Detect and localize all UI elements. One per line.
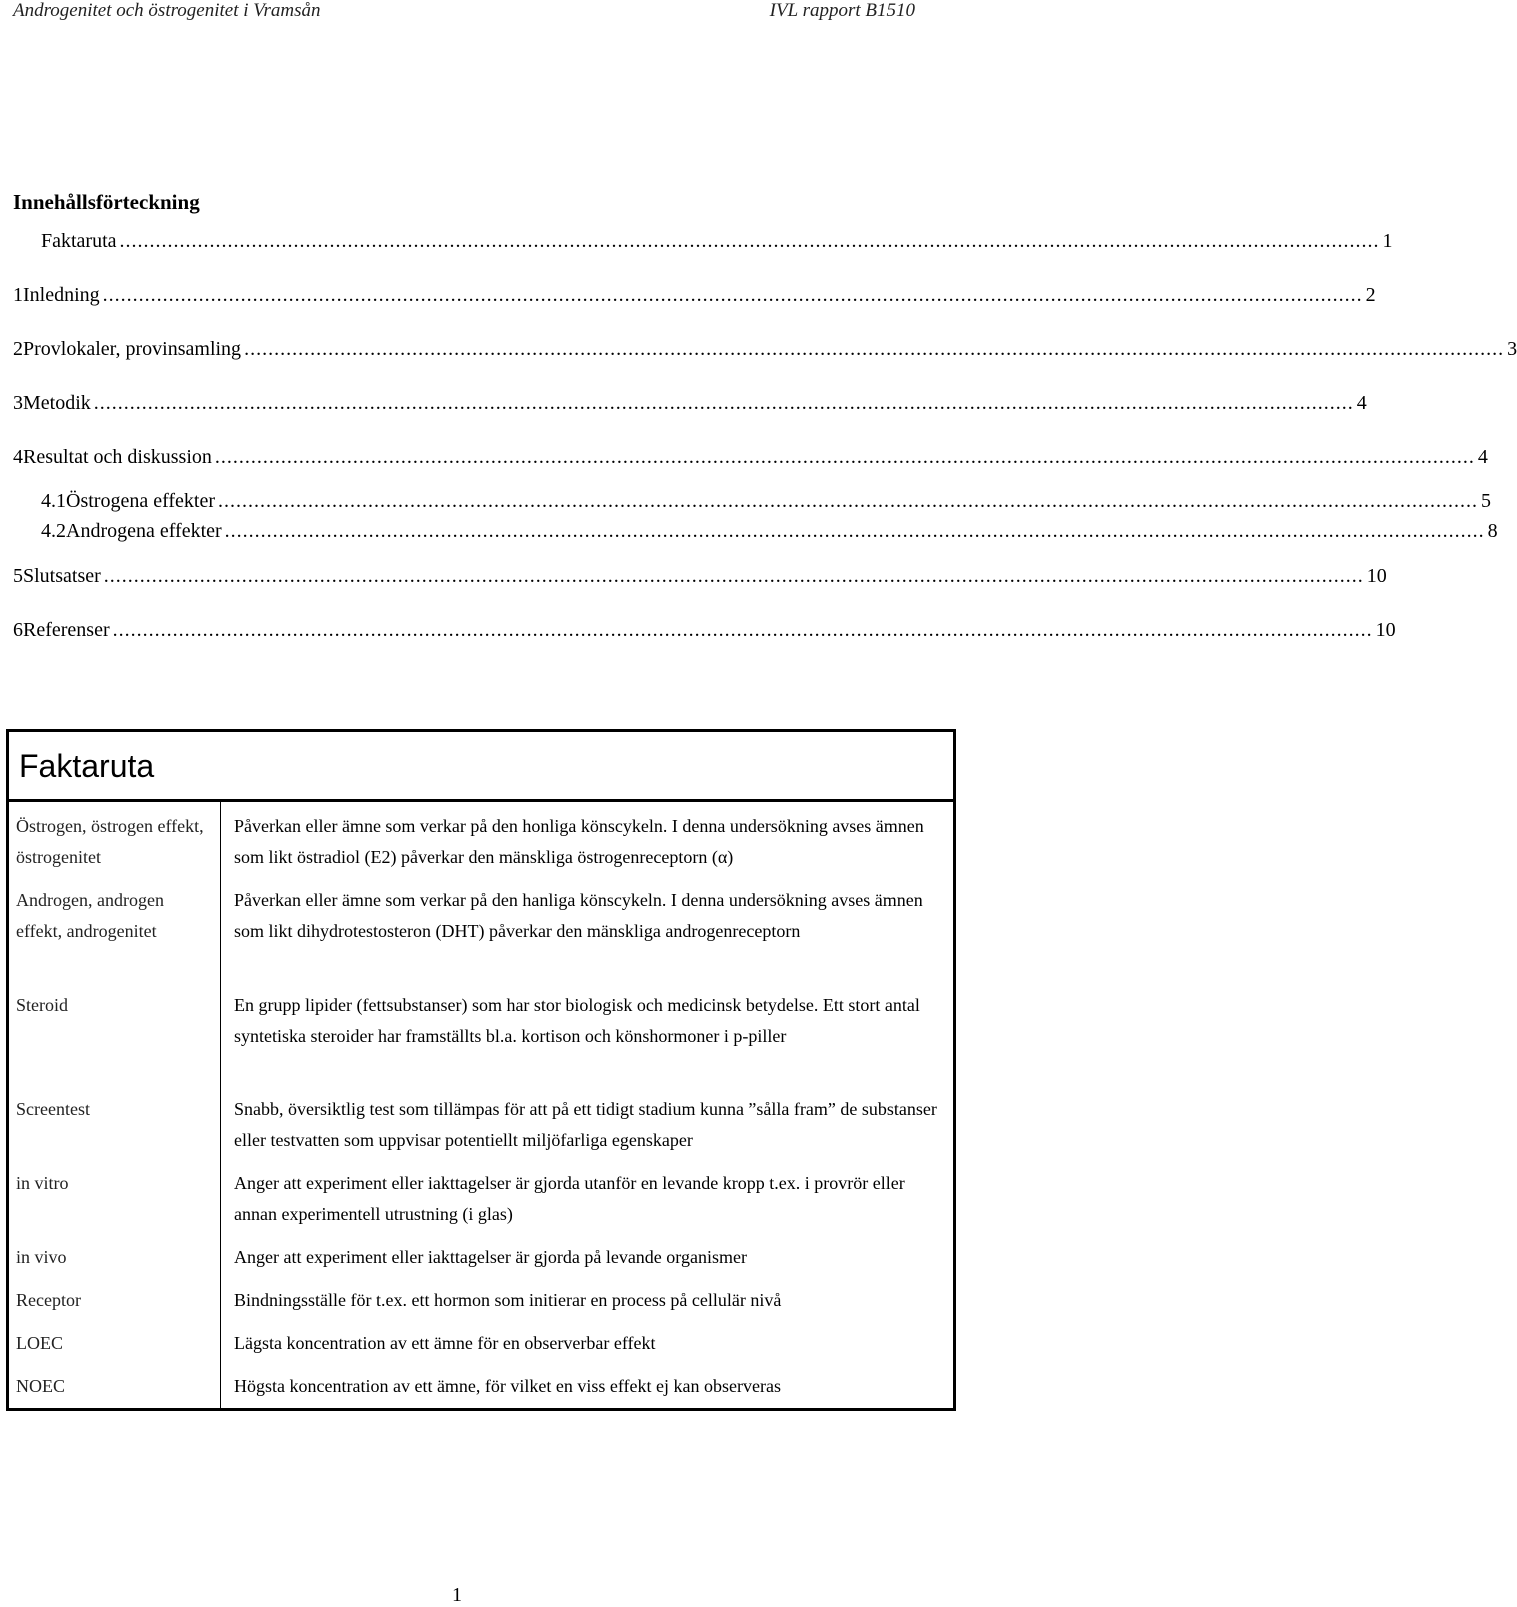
term-ostrogen: Östrogen, östrogen effekt, östrogenitet [16,816,204,867]
faktaruta-column-divider [220,802,221,1408]
toc-section-number: 2 [13,338,23,360]
toc-entry-metodik[interactable] [13,392,1367,415]
toc-entry-label: Provlokaler, provinsamling [23,338,242,360]
toc-dot-leader: .................................................................................................................................................................................................................. [224,520,1485,542]
toc-dot-leader: .................................................................................................................................................................................................................. [244,338,1505,360]
definition-steroid: En grupp lipider (fettsubstanser) som har stor biologisk och medicinsk betydelse. Ett stort antal syntetiska steroider har framställts bl.a. kortison och könshormoner i p-piller [234,995,920,1046]
toc-section-number: 4 [13,446,23,468]
toc-dot-leader: .................................................................................................................................................................................................................. [112,619,1373,641]
term-in-vivo: in vivo [16,1247,67,1267]
toc-entry-referenser[interactable] [13,619,1396,642]
running-header-title: Androgenitet och östrogenitet i Vramsån [13,0,321,21]
toc-section-number: 1 [13,284,23,306]
definition-androgen: Påverkan eller ämne som verkar på den hanliga könscykeln. I denna undersökning avses ämnen som likt dihydrotestosteron (DHT) påverkar den mänskliga androgenreceptorn [234,890,923,941]
definition-receptor: Bindningsställe för t.ex. ett hormon som initierar en process på cellulär nivå [234,1290,782,1310]
definition-screentest: Snabb, översiktlig test som tillämpas för att på ett tidigt stadium kunna ”sålla fram” de substanser eller testvatten som uppvisar potentiellt miljöfarliga egenskaper [234,1099,937,1150]
faktaruta-title: Faktaruta [19,748,155,784]
toc-section-number: 3 [13,392,23,414]
term-androgen: Androgen, androgen effekt, androgenitet [16,890,164,941]
toc-dot-leader: .................................................................................................................................................................................................................. [93,392,1354,414]
toc-page-number: 4 [1477,446,1488,468]
toc-entry-inledning[interactable] [13,284,1376,307]
toc-section-number: 4.2 [41,520,66,542]
toc-dot-leader: .................................................................................................................................................................................................................. [214,446,1475,468]
definition-in-vitro: Anger att experiment eller iakttagelser är gjorda utanför en levande kropp t.ex. i provrör eller annan experimentell utrustning (i glas) [234,1173,905,1224]
toc-entry-ostrogena-effekter[interactable] [41,490,1492,513]
toc-entry-label: Östrogena effekter [66,490,216,512]
toc-dot-leader: .................................................................................................................................................................................................................. [102,284,1363,306]
running-header-report-id: IVL rapport B1510 [769,0,915,21]
toc-page-number: 1 [1382,230,1393,252]
toc-section-number: 6 [13,619,23,641]
toc-entry-label: Slutsatser [23,565,101,587]
toc-entry-androgena-effekter[interactable] [41,520,1498,543]
toc-dot-leader: .................................................................................................................................................................................................................. [119,230,1380,252]
definition-ostrogen: Påverkan eller ämne som verkar på den honliga könscykeln. I denna undersökning avses ämnen som likt östradiol (E2) påverkar den mänskliga östrogenreceptorn (α) [234,816,924,867]
toc-dot-leader: .................................................................................................................................................................................................................. [103,565,1364,587]
toc-page-number: 10 [1375,619,1396,641]
term-noec: NOEC [16,1376,65,1396]
toc-entry-resultat[interactable] [13,446,1488,469]
faktaruta-box [6,729,956,1411]
term-steroid: Steroid [16,995,68,1015]
toc-entry-label: Inledning [23,284,100,306]
term-receptor: Receptor [16,1290,81,1310]
definition-in-vivo: Anger att experiment eller iakttagelser är gjorda på levande organismer [234,1247,747,1267]
toc-section-number: 5 [13,565,23,587]
toc-dot-leader: .................................................................................................................................................................................................................. [218,490,1479,512]
toc-section-number: 4.1 [41,490,66,512]
toc-entry-faktaruta[interactable] [41,230,1393,253]
toc-page-number: 2 [1365,284,1376,306]
faktaruta-divider [9,799,953,802]
toc-entry-label: Androgena effekter [66,520,222,542]
term-in-vitro: in vitro [16,1173,69,1193]
toc-page-number: 4 [1356,392,1367,414]
toc-entry-provlokaler[interactable] [13,338,1517,361]
toc-page-number: 3 [1507,338,1517,360]
toc-entry-slutsatser[interactable] [13,565,1387,588]
toc-entry-label: Metodik [23,392,91,414]
page-number: 1 [452,1584,462,1606]
toc-page-number: 5 [1481,490,1492,512]
toc-entry-label: Resultat och diskussion [23,446,212,468]
toc-page-number: 10 [1366,565,1387,587]
definition-loec: Lägsta koncentration av ett ämne för en observerbar effekt [234,1333,656,1353]
toc-page-number: 8 [1487,520,1498,542]
toc-heading: Innehållsförteckning [13,190,200,214]
toc-entry-label: Faktaruta [41,230,117,252]
term-screentest: Screentest [16,1099,90,1119]
definition-noec: Högsta koncentration av ett ämne, för vilket en viss effekt ej kan observeras [234,1376,781,1396]
term-loec: LOEC [16,1333,63,1353]
toc-entry-label: Referenser [23,619,110,641]
